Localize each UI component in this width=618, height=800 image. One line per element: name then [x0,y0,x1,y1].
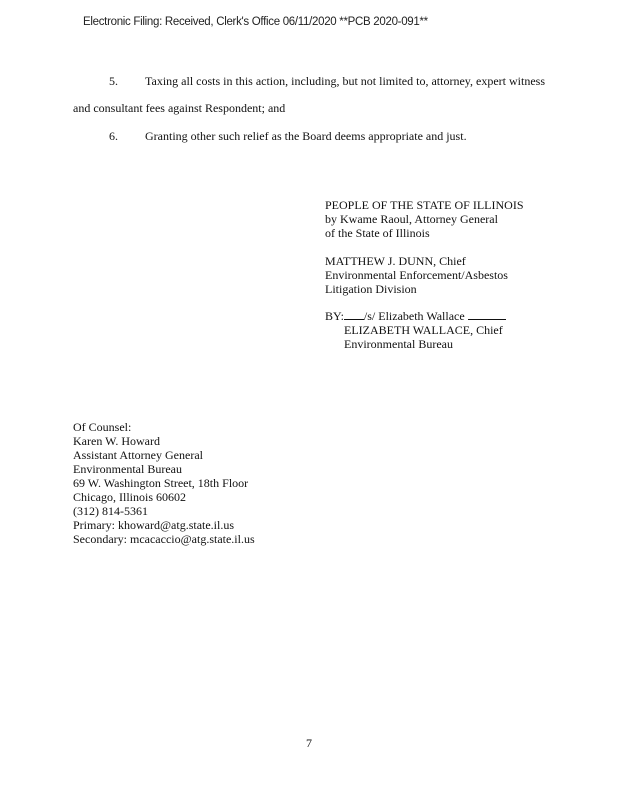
counsel-block [73,420,255,546]
counsel-line-8: Primary: khoward@atg.state.il.us [73,518,235,532]
counsel-line-7: (312) 814-5361 [73,504,148,518]
chief-line-3: Litigation Division [325,282,417,296]
counsel-line-2: Karen W. Howard [73,434,160,448]
party-line-1: PEOPLE OF THE STATE OF ILLINOIS [325,198,524,212]
by-prefix: BY: [325,309,344,323]
item-5-text-line2: and consultant fees against Respondent; and [73,101,286,115]
item-5-text-line1: Taxing all costs in this action, including, but not limited to, attorney, expert witness [145,74,545,88]
filing-header: Electronic Filing: Received, Clerk's Office 06/11/2020 **PCB 2020-091** [83,16,428,28]
signature-underline-trail [468,309,506,320]
item-6-text: Granting other such relief as the Board deems appropriate and just. [145,129,467,143]
signature-underline-lead [344,309,364,320]
signature-line [325,309,506,323]
counsel-line-1: Of Counsel: [73,420,132,434]
party-block [325,198,524,240]
party-line-2: by Kwame Raoul, Attorney General [325,212,498,226]
chief-block [325,254,508,296]
item-6-number: 6. [109,129,118,143]
signer-line-2: Environmental Bureau [344,337,453,351]
item-5-number: 5. [109,74,118,88]
page-number: 7 [306,736,312,750]
counsel-line-6: Chicago, Illinois 60602 [73,490,186,504]
counsel-line-4: Environmental Bureau [73,462,182,476]
electronic-signature: /s/ Elizabeth Wallace [363,309,465,323]
signer-line-1: ELIZABETH WALLACE, Chief [344,323,503,337]
chief-line-2: Environmental Enforcement/Asbestos [325,268,508,282]
party-line-3: of the State of Illinois [325,226,430,240]
counsel-line-9: Secondary: mcacaccio@atg.state.il.us [73,532,255,546]
chief-line-1: MATTHEW J. DUNN, Chief [325,254,466,268]
counsel-line-3: Assistant Attorney General [73,448,203,462]
signer-block [344,323,503,351]
counsel-line-5: 69 W. Washington Street, 18th Floor [73,476,249,490]
